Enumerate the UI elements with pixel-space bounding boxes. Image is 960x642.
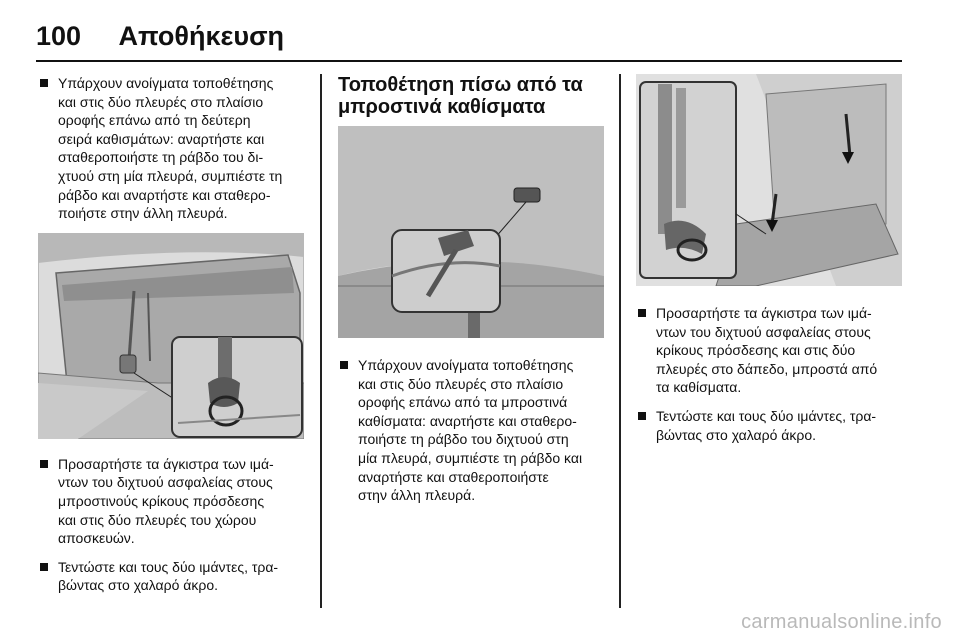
bullet-item <box>38 558 304 595</box>
header-divider <box>36 60 902 62</box>
bullet-square-icon <box>40 563 48 571</box>
column-left <box>38 74 304 605</box>
page-number: 100 <box>36 21 82 51</box>
bullet-item <box>636 407 902 444</box>
bullet-text: Προσαρτήστε τα άγκιστρα των ιμά- ντων του διχτυού ασφαλείας στους κρίκους πρόσδεσης και στις δύο πλευρές στο δάπεδο, μπροστά από τα καθίσματα. <box>656 305 878 396</box>
bullet-square-icon <box>638 412 646 420</box>
bullet-text: Τεντώστε και τους δύο ιμάντες, τρα- βώντας στο χαλαρό άκρο. <box>58 558 279 594</box>
bullet-square-icon <box>40 460 48 468</box>
column-divider-left <box>320 74 322 608</box>
bullet-text: Υπάρχουν ανοίγματα τοποθέτησης και στις δύο πλευρές στο πλαίσιο οροφής επάνω από τη δεύτερη σειρά καθισμάτων: αναρτήστε και σταθεροποιήστε τη ράβδο του δι- χτυού στη μία πλευρά, συμπιέστε τη ράβδο και αναρτήστε και σταθερο- ποιήστε στην άλλη πλευρά. <box>58 75 283 222</box>
bullet-square-icon <box>638 309 646 317</box>
bullet-square-icon <box>340 361 348 369</box>
cargo-net-rear-hook-illustration <box>38 233 304 439</box>
bullet-item <box>38 455 304 548</box>
watermark: carmanualsonline.info <box>741 611 942 633</box>
column-divider-right <box>619 74 621 608</box>
page-title: Αποθήκευση <box>118 21 285 51</box>
column-middle <box>338 74 604 515</box>
section-title: Τοποθέτηση πίσω από τα μπροστινά καθίσματα <box>338 74 583 118</box>
bullet-text: Υπάρχουν ανοίγματα τοποθέτησης και στις δύο πλευρές στο πλαίσιο οροφής επάνω από τα μπροστινά καθίσματα: αναρτήστε και σταθερο- ποιήστε τη ράβδο του διχτυού στη μία πλευρά, συμπιέστε τη ράβδο και αναρτήστε και σταθεροποιήστε στην άλλη πλευρά. <box>358 357 583 504</box>
bullet-item <box>338 356 604 505</box>
bullet-item <box>636 304 902 397</box>
bullet-item <box>38 74 304 223</box>
roof-frame-mount-illustration <box>338 126 604 338</box>
page-header <box>36 16 916 56</box>
bullet-text: Προσαρτήστε τα άγκιστρα των ιμά- ντων του διχτυού ασφαλείας στους μπροστινούς κρίκους πρόσδεσης και στις δύο πλευρές του χώρου αποσκευών. <box>58 455 274 547</box>
bullet-text: Τεντώστε και τους δύο ιμάντες, τρα- βώντας στο χαλαρό άκρο. <box>656 407 877 443</box>
bullet-square-icon <box>40 79 48 87</box>
column-right <box>636 74 902 454</box>
floor-hook-strap-illustration <box>636 74 902 286</box>
